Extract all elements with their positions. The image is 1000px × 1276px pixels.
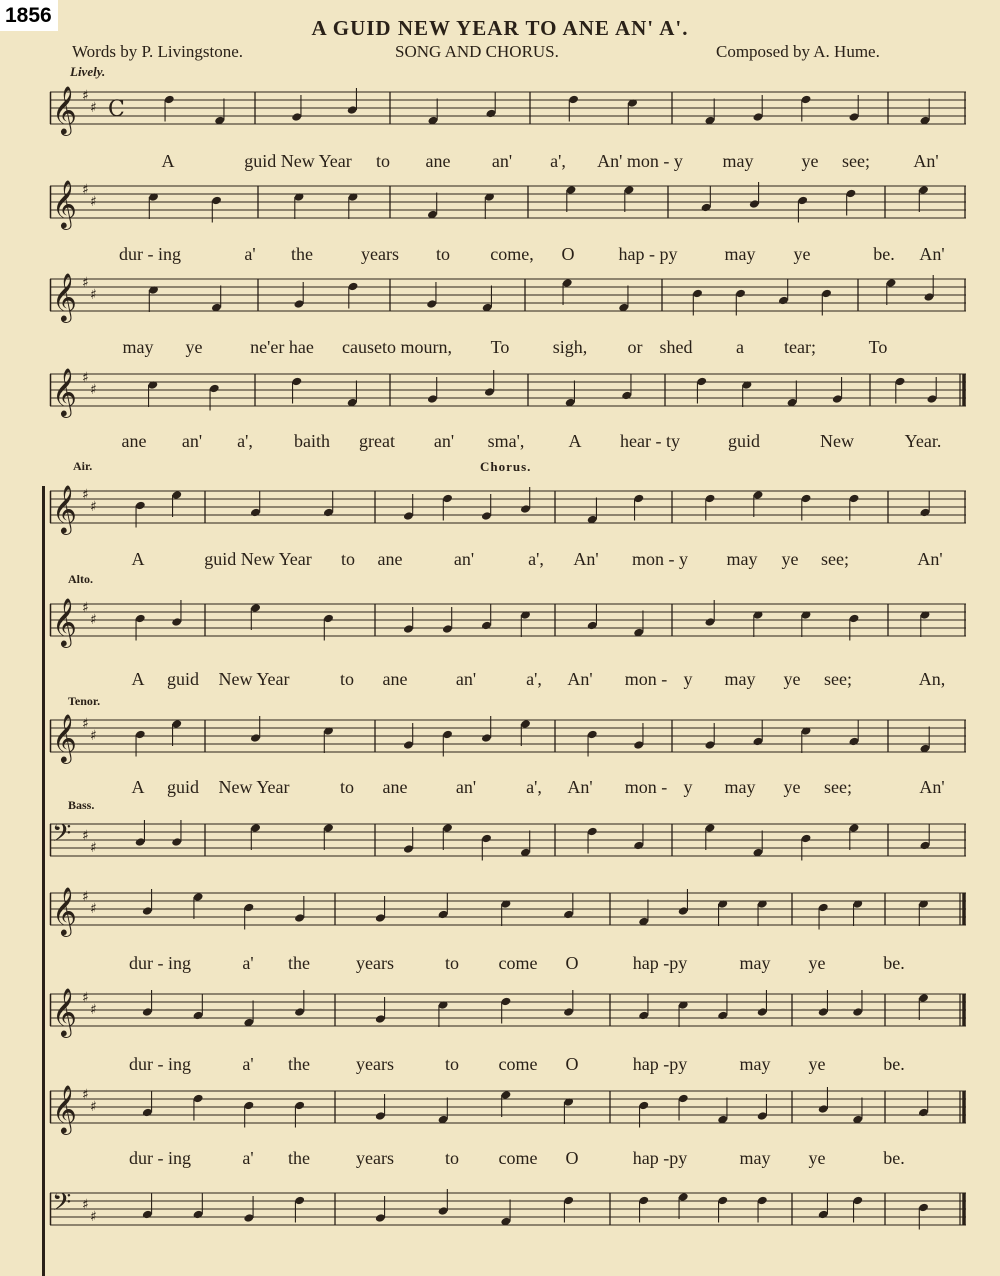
treble-clef-icon: 𝄞 [52,713,77,762]
lyric-word: a', [550,151,566,171]
lyric-line-chorus-air [50,549,966,571]
sharp-icon: ♯ [82,370,89,386]
lyric-word: an' [181,431,203,451]
lyric-word: dur - ing [119,244,181,264]
sharp-icon: ♯ [90,840,97,856]
lyric-word: years [356,953,394,973]
song-title: A GUID NEW YEAR TO ANE AN' A'. [311,16,689,40]
lyric-word: A [131,549,145,569]
sharp-icon: ♯ [90,612,97,628]
lyric-word: y [683,669,693,689]
lyric-word: a' [242,1148,254,1168]
voice-label-bass: Bass. [68,798,95,812]
lyric-word: A [161,151,175,171]
lyric-word: A [131,777,145,797]
staff-verse-4 [50,367,966,416]
song-type: SONG AND CHORUS. [395,42,559,61]
sharp-icon: ♯ [90,382,97,398]
lyric-word: ane [382,777,408,797]
lyric-word: the [291,244,313,264]
lyric-word: a', [528,549,544,569]
lyric-word: the [288,1148,310,1168]
lyric-word: an' [491,151,513,171]
lyric-word: ane [377,549,403,569]
lyric-word: to [339,669,355,689]
sharp-icon: ♯ [82,1197,89,1213]
lyric-word: hap -py [632,953,688,973]
lyric-word: O [565,1054,579,1074]
staff-chorus2-alto-lines [50,987,966,1036]
lyric-word: guid New Year [204,549,312,569]
lyric-word: may [122,337,154,357]
staff-chorus-alto-lines [50,597,966,646]
voice-label-alto: Alto. [68,572,93,586]
sharp-icon: ♯ [90,901,97,917]
lyric-word: may [726,549,758,569]
lyric-word: ye [808,953,826,973]
lyric-word: An' [917,549,943,569]
lyric-word: be. [883,1148,905,1168]
lyric-word: may [739,1148,771,1168]
lyric-word: may [739,1054,771,1074]
lyric-word: To [490,337,510,357]
lyric-word: an' [455,669,477,689]
lyric-word: ye [781,549,799,569]
lyric-word: An' mon - y [597,151,683,171]
lyric-word: cause [342,337,382,357]
lyric-word: a' [244,244,256,264]
lyric-word: an' [455,777,477,797]
chorus-label: Chorus. [480,459,532,474]
sharp-icon: ♯ [90,194,97,210]
lyric-word: dur - ing [129,1054,191,1074]
lyric-word: An, [918,669,946,689]
lyric-line-chorus2-tenor [50,1148,966,1170]
lyric-word: a', [526,669,542,689]
tempo-marking: Lively. [70,64,106,79]
lyric-word: guid New Year [244,151,352,171]
lyric-word: New [820,431,854,451]
lyric-word: ane [382,669,408,689]
staff-verse-1-lines [50,85,966,134]
treble-clef-icon: 𝄞 [52,886,77,935]
lyric-word: hap - py [618,244,678,264]
lyric-word: may [739,953,771,973]
sharp-icon: ♯ [82,88,89,104]
lyric-word: dur - ing [129,1148,191,1168]
lyric-word: ane [425,151,451,171]
lyric-line-chorus-alto [50,669,966,691]
lyric-word: O [561,244,575,264]
lyric-word: be. [873,244,895,264]
sharp-icon: ♯ [90,1209,97,1225]
treble-clef-icon: 𝄞 [52,484,77,533]
sharp-icon: ♯ [82,275,89,291]
lyric-word: a', [237,431,253,451]
lyric-word: to [444,953,460,973]
lyric-word: may [724,777,756,797]
lyric-word: to [444,1054,460,1074]
treble-clef-icon: 𝄞 [52,179,77,228]
lyric-line-chorus2-alto [50,1054,966,1076]
lyric-word: may [724,669,756,689]
lyric-word: An' [567,669,593,689]
lyric-word: shed [659,337,693,357]
sharp-icon: ♯ [90,287,97,303]
lyric-word: An' [919,244,945,264]
staff-verse-3 [50,272,966,321]
staff-chorus2-bass-lines [50,1189,966,1233]
lyric-word: great [359,431,395,451]
lyric-word: An' [573,549,599,569]
sharp-icon: ♯ [90,728,97,744]
lyric-word: to [435,244,451,264]
lyric-word: ye [801,151,819,171]
lyric-word: to [375,151,391,171]
staff-verse-1 [50,85,966,134]
system-brace [42,486,45,1276]
sharp-icon: ♯ [82,990,89,1006]
sharp-icon: ♯ [90,1002,97,1018]
lyric-word: or [627,337,643,357]
lyric-word: To [868,337,888,357]
lyric-word: a', [526,777,542,797]
lyric-word: come, [490,244,534,264]
lyric-word: years [361,244,399,264]
sharp-icon: ♯ [82,716,89,732]
staff-chorus-alto [50,597,966,646]
lyric-word: years [356,1054,394,1074]
sharp-icon: ♯ [82,889,89,905]
sharp-icon: ♯ [82,1087,89,1103]
staff-chorus-bass [50,820,966,862]
staff-chorus-tenor [50,713,966,762]
lyric-word: to [444,1148,460,1168]
lyric-word: a' [242,953,254,973]
lyric-line-verse3 [50,337,966,359]
staff-verse-4-lines [50,367,966,416]
sharp-icon: ♯ [90,100,97,116]
lyric-word: to mourn, [382,337,452,357]
lyric-word: ane [121,431,147,451]
treble-clef-icon: 𝄞 [52,272,77,321]
staff-chorus-bass-lines [50,820,966,864]
lyric-word: An' [919,777,945,797]
lyric-word: ye [185,337,203,357]
voice-label-air: Air. [73,459,93,473]
sharp-icon: ♯ [82,182,89,198]
lyricist-credit: Words by P. Livingstone. [72,42,243,61]
lyric-word: mon - [624,669,668,689]
lyric-word: A [131,669,145,689]
lyric-word: the [288,1054,310,1074]
sharp-icon: ♯ [82,600,89,616]
treble-clef-icon: 𝄞 [52,1084,77,1133]
lyric-word: hap -py [632,1054,688,1074]
lyric-word: years [356,1148,394,1168]
staff-verse-2-lines [50,179,966,228]
voice-label-tenor: Tenor. [68,694,101,708]
lyric-word: to [340,549,356,569]
bass-clef-icon: 𝄢 [52,819,72,854]
lyric-line-verse1 [50,151,966,173]
lyric-word: see; [824,777,852,797]
lyric-word: see; [821,549,849,569]
treble-clef-icon: 𝄞 [52,987,77,1036]
sharp-icon: ♯ [82,828,89,844]
lyric-word: O [565,953,579,973]
lyric-line-verse4 [50,431,966,453]
sharp-icon: ♯ [90,1099,97,1115]
lyric-word: guid [166,777,200,797]
lyric-word: come [498,1148,538,1168]
lyric-word: a' [242,1054,254,1074]
staff-verse-2 [50,179,966,228]
staff-chorus2-alto [50,987,966,1036]
lyric-word: guid [727,431,761,451]
treble-clef-icon: 𝄞 [52,367,77,416]
lyric-word: ye [808,1054,826,1074]
lyric-word: baith [294,431,330,451]
lyric-word: hear - ty [620,431,680,451]
staff-chorus2-air-lines [50,886,966,935]
staff-chorus2-bass [50,1189,966,1231]
lyric-word: ye [783,669,801,689]
lyric-word: tear; [784,337,816,357]
lyric-word: a [736,337,744,357]
staff-chorus-tenor-lines [50,713,966,762]
lyric-line-chorus-tenor [50,777,966,799]
lyric-word: be. [883,953,905,973]
staff-verse-3-lines [50,272,966,321]
lyric-word: guid [166,669,200,689]
staff-chorus2-air [50,886,966,935]
lyric-word: an' [453,549,475,569]
lyric-word: sma', [487,431,525,451]
composer-credit: Composed by A. Hume. [716,42,880,61]
treble-clef-icon: 𝄞 [52,597,77,646]
sharp-icon: ♯ [82,487,89,503]
lyric-word: ye [793,244,811,264]
lyric-word: An' [913,151,939,171]
staff-chorus2-tenor [50,1084,966,1133]
lyric-word: An' [567,777,593,797]
lyric-word: ne'er hae [250,337,314,357]
staff-chorus-air [50,484,966,533]
lyric-word: be. [883,1054,905,1074]
lyric-word: O [565,1148,579,1168]
lyric-word: hap -py [632,1148,688,1168]
lyric-word: an' [433,431,455,451]
lyric-word: see; [842,151,870,171]
lyric-word: see; [824,669,852,689]
lyric-word: y [683,777,693,797]
lyric-word: sigh, [552,337,588,357]
staff-chorus-air-lines [50,484,966,533]
lyric-word: New Year [218,669,290,689]
lyric-word: dur - ing [129,953,191,973]
lyric-word: may [722,151,754,171]
bass-clef-icon: 𝄢 [52,1188,72,1223]
lyric-line-chorus2-air [50,953,966,975]
lyric-word: come [498,953,538,973]
staff-chorus2-tenor-lines [50,1084,966,1133]
lyric-word: Year. [904,431,942,451]
lyric-word: mon - [624,777,668,797]
treble-clef-icon: 𝄞 [52,85,77,134]
lyric-line-verse2 [50,244,966,266]
lyric-word: A [568,431,582,451]
lyric-word: ye [808,1148,826,1168]
year-tag: 1856 [0,0,58,31]
lyric-word: ye [783,777,801,797]
sharp-icon: ♯ [90,499,97,515]
lyric-word: may [724,244,756,264]
lyric-word: mon - y [632,549,688,569]
common-time-icon: C [108,97,125,122]
lyric-word: New Year [218,777,290,797]
lyric-word: the [288,953,310,973]
lyric-word: come [498,1054,538,1074]
lyric-word: to [339,777,355,797]
